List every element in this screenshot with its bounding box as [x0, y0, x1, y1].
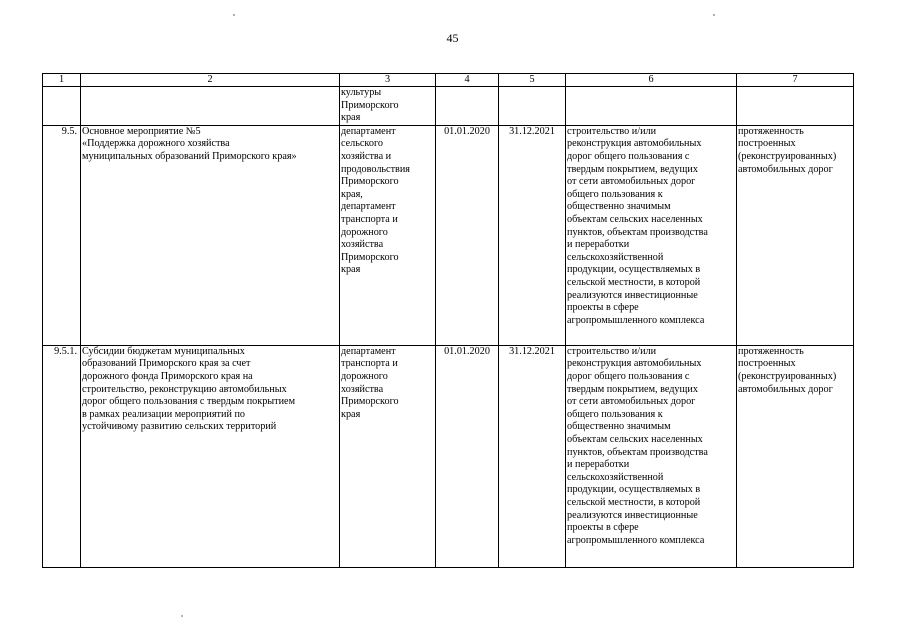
start-date: 01.01.2020 — [436, 345, 499, 567]
target-indicator — [737, 125, 854, 345]
expected-result-line: объектам сельских населенных — [567, 433, 703, 445]
expected-result-line: проекты в сфере — [567, 302, 639, 314]
responsible-executor-line: хозяйства — [341, 383, 384, 395]
activity-name — [81, 87, 340, 126]
responsible-executor-line: края — [341, 408, 361, 420]
start-date — [436, 87, 499, 126]
expected-result-line: от сети автомобильных дорог — [567, 396, 696, 408]
expected-result-line: агропромышленного комплекса — [567, 534, 705, 546]
target-indicator-line: автомобильных дорог — [738, 383, 833, 395]
item-number — [43, 87, 81, 126]
end-date: 31.12.2021 — [499, 125, 566, 345]
column-header: 6 — [566, 74, 737, 87]
responsible-executor-line: департамент — [341, 345, 396, 357]
responsible-executor — [340, 125, 436, 345]
responsible-executor-line: продовольствия — [341, 163, 410, 175]
expected-result — [566, 345, 737, 567]
expected-result-line: продукции, осуществляемых в — [567, 484, 701, 496]
activity-name — [81, 345, 340, 567]
expected-result-line: и переработки — [567, 459, 630, 471]
expected-result-line: общественно значимым — [567, 201, 671, 213]
responsible-executor-line: транспорта и — [341, 213, 398, 225]
expected-result-line: объектам сельских населенных — [567, 213, 703, 225]
header-row — [43, 74, 854, 87]
responsible-executor-line: департамент — [341, 201, 396, 213]
scan-speck — [713, 14, 715, 16]
column-header: 7 — [737, 74, 854, 87]
expected-result-line: дорог общего пользования с — [567, 150, 690, 162]
column-header: 3 — [340, 74, 436, 87]
expected-result-line: общего пользования к — [567, 408, 663, 420]
expected-result-line: дорог общего пользования с — [567, 370, 690, 382]
column-header: 2 — [81, 74, 340, 87]
expected-result-line: агропромышленного комплекса — [567, 314, 705, 326]
target-indicator-line: построенных — [738, 138, 796, 150]
expected-result-line: пунктов, объектам производства — [567, 226, 708, 238]
expected-result-line: реализуются инвестиционные — [567, 509, 698, 521]
expected-result-line: от сети автомобильных дорог — [567, 176, 696, 188]
responsible-executor-line: хозяйства и — [341, 150, 392, 162]
activity-name-line: Субсидии бюджетам муниципальных — [82, 345, 245, 357]
column-header: 5 — [499, 74, 566, 87]
expected-result-line: продукции, осуществляемых в — [567, 264, 701, 276]
responsible-executor-line: транспорта и — [341, 358, 398, 370]
expected-result-line: строительство и/или — [567, 125, 657, 137]
expected-result-line: сельскохозяйственной — [567, 251, 664, 263]
responsible-executor-line: департамент — [341, 125, 396, 137]
scan-speck — [233, 14, 235, 16]
activity-name-line: образований Приморского края за счет — [82, 358, 251, 370]
expected-result-line: твердым покрытием, ведущих — [567, 163, 698, 175]
expected-result-line: сельскохозяйственной — [567, 471, 664, 483]
page-number: 45 — [446, 31, 459, 45]
responsible-executor-line: края, — [341, 188, 363, 200]
activity-name-line: в рамках реализации мероприятий по — [82, 408, 246, 420]
target-indicator-line: автомобильных дорог — [738, 163, 833, 175]
target-indicator-line: построенных — [738, 358, 796, 370]
responsible-executor — [340, 87, 436, 126]
activity-name-line: устойчивому развитию сельских территорий — [82, 421, 277, 433]
responsible-executor-line: хозяйства — [341, 239, 384, 251]
end-date: 31.12.2021 — [499, 345, 566, 567]
start-date: 01.01.2020 — [436, 125, 499, 345]
responsible-executor-line: дорожного — [341, 370, 388, 382]
target-indicator — [737, 345, 854, 567]
expected-result-line: общественно значимым — [567, 421, 671, 433]
column-header: 4 — [436, 74, 499, 87]
item-number: 9.5.1. — [43, 345, 81, 567]
activity-name — [81, 125, 340, 345]
expected-result-line: строительство и/или — [567, 345, 657, 357]
scan-speck — [181, 615, 183, 617]
table-row — [43, 125, 854, 345]
target-indicator-line: (реконструированных) — [738, 370, 837, 382]
table-row — [43, 345, 854, 567]
responsible-executor-line: Приморского — [341, 251, 399, 263]
target-indicator — [737, 87, 854, 126]
expected-result-line: реализуются инвестиционные — [567, 289, 698, 301]
activity-name-line: «Поддержка дорожного хозяйства — [82, 138, 230, 150]
activity-name-line: дорог общего пользования с твердым покрытием — [82, 396, 296, 408]
program-table — [42, 73, 854, 568]
expected-result-line: проекты в сфере — [567, 522, 639, 534]
column-header: 1 — [43, 74, 81, 87]
responsible-executor-line: Приморского — [341, 396, 399, 408]
responsible-executor-line: Приморского — [341, 176, 399, 188]
target-indicator-line: протяженность — [738, 125, 804, 137]
end-date — [499, 87, 566, 126]
target-indicator-line: (реконструированных) — [738, 150, 837, 162]
item-number: 9.5. — [43, 125, 81, 345]
expected-result — [566, 87, 737, 126]
expected-result — [566, 125, 737, 345]
expected-result-line: твердым покрытием, ведущих — [567, 383, 698, 395]
activity-name-line: муниципальных образований Приморского края» — [82, 150, 297, 162]
expected-result-line: сельской местности, в которой — [567, 496, 701, 508]
expected-result-line: и переработки — [567, 239, 630, 251]
activity-name-line: дорожного фонда Приморского края на — [82, 370, 253, 382]
expected-result-line: пунктов, объектам производства — [567, 446, 708, 458]
responsible-executor-line: сельского — [341, 138, 383, 150]
responsible-executor-line: края — [341, 112, 361, 124]
table-row — [43, 87, 854, 126]
target-indicator-line: протяженность — [738, 345, 804, 357]
expected-result-line: реконструкция автомобильных — [567, 358, 702, 370]
responsible-executor-line: края — [341, 264, 361, 276]
expected-result-line: сельской местности, в которой — [567, 276, 701, 288]
responsible-executor-line: Приморского — [341, 99, 399, 111]
responsible-executor — [340, 345, 436, 567]
expected-result-line: реконструкция автомобильных — [567, 138, 702, 150]
activity-name-line: строительство, реконструкцию автомобильных — [82, 383, 287, 395]
responsible-executor-line: культуры — [341, 87, 382, 98]
expected-result-line: общего пользования к — [567, 188, 663, 200]
activity-name-line: Основное мероприятие №5 — [82, 125, 201, 137]
responsible-executor-line: дорожного — [341, 226, 388, 238]
